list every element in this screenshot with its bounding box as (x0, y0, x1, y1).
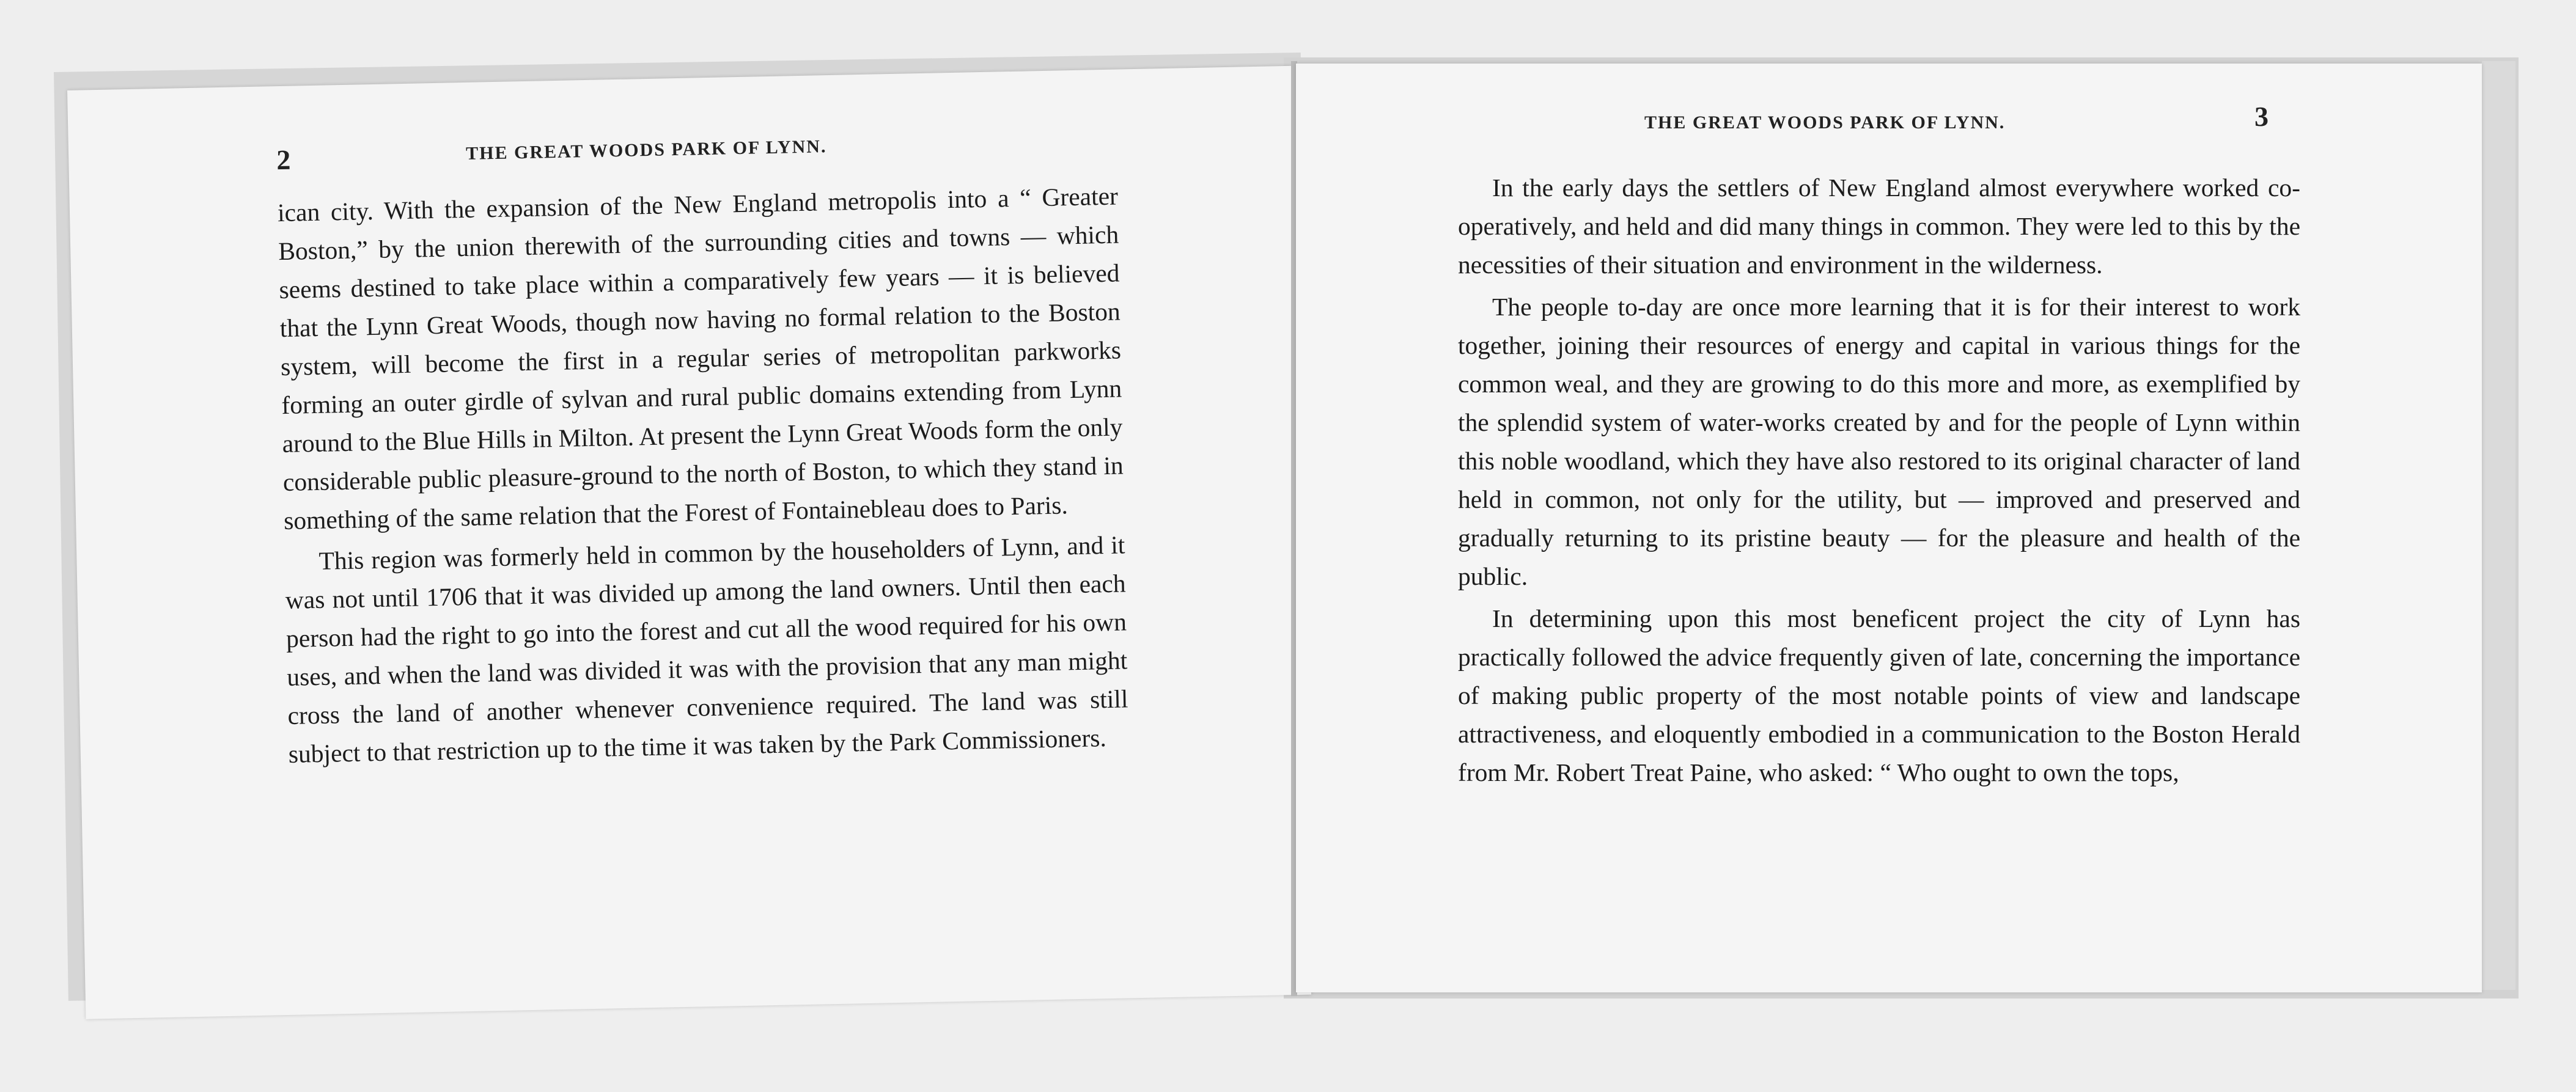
right-paragraph-3: In determining upon this most beneficent project the city of Lynn has practically followed the advice frequently given of late, concerning the importance of making public property of the most notable points of view and landscape attractiveness, and eloquently embodied in a communication to the Boston Herald from Mr. Robert Treat Paine, who asked: “ Who ought to own the tops, (1458, 604, 2300, 786)
right-page (1296, 64, 2482, 992)
book-fore-edge (2482, 61, 2515, 990)
right-page-number: 3 (2254, 101, 2269, 132)
right-paragraph-1: In the early days the settlers of New England almost everywhere worked co-operatively, and held and did many things in common. They were led to this by the necessities of their situation and environment in the wilderness. (1458, 174, 2300, 279)
right-page-body (1458, 169, 2300, 792)
left-running-title: THE GREAT WOODS PARK OF LYNN. (465, 136, 827, 164)
right-paragraph-2: The people to-day are once more learning that it is for their interest to work together, joining their resources of energy and capital in various things for the common weal, and they are growing to do this more and more, as exemplified by the splendid system of water-works created by and for the people of Lynn within this noble woodland, which they have also restored to its original character of land held in common, not only for the utility, but — improved and preserved and gradually returning to its pristine beauty — for the pleasure and health of the public. (1458, 293, 2300, 590)
left-page-body (277, 177, 1129, 774)
left-page-number: 2 (276, 144, 291, 176)
right-running-title: THE GREAT WOODS PARK OF LYNN. (1644, 112, 2006, 133)
left-page (67, 66, 1311, 1019)
left-paragraph-2: This region was formerly held in common by the householders of Lynn, and it was not until 1706 that it was divided up among the land owners. Until then each person had the right to go into the forest and cut all the wood required for his own uses, and when the land was divided it was with the provision that any man might cross the land of another whenever convenience required. The land was still subject to that restriction up to the time it was taken by the Park Commissioners. (285, 530, 1128, 768)
left-paragraph-1: ican city. With the expansion of the New England metropolis into a “ Greater Boston,” by the union therewith of the surrounding cities and towns — which seems destined to take place within a comparatively few years — it is believed that the Lynn Great Woods, though now having no formal relation to the Boston system, will become the first in a regular series of metropolitan parkworks forming an outer girdle of sylvan and rural public domains extending from Lynn around to the Blue Hills in Milton. At present the Lynn Great Woods form the only considerable public pleasure-ground to the north of Boston, to which they stand in something of the same relation that the Forest of Fontainebleau does to Paris. (277, 181, 1124, 535)
